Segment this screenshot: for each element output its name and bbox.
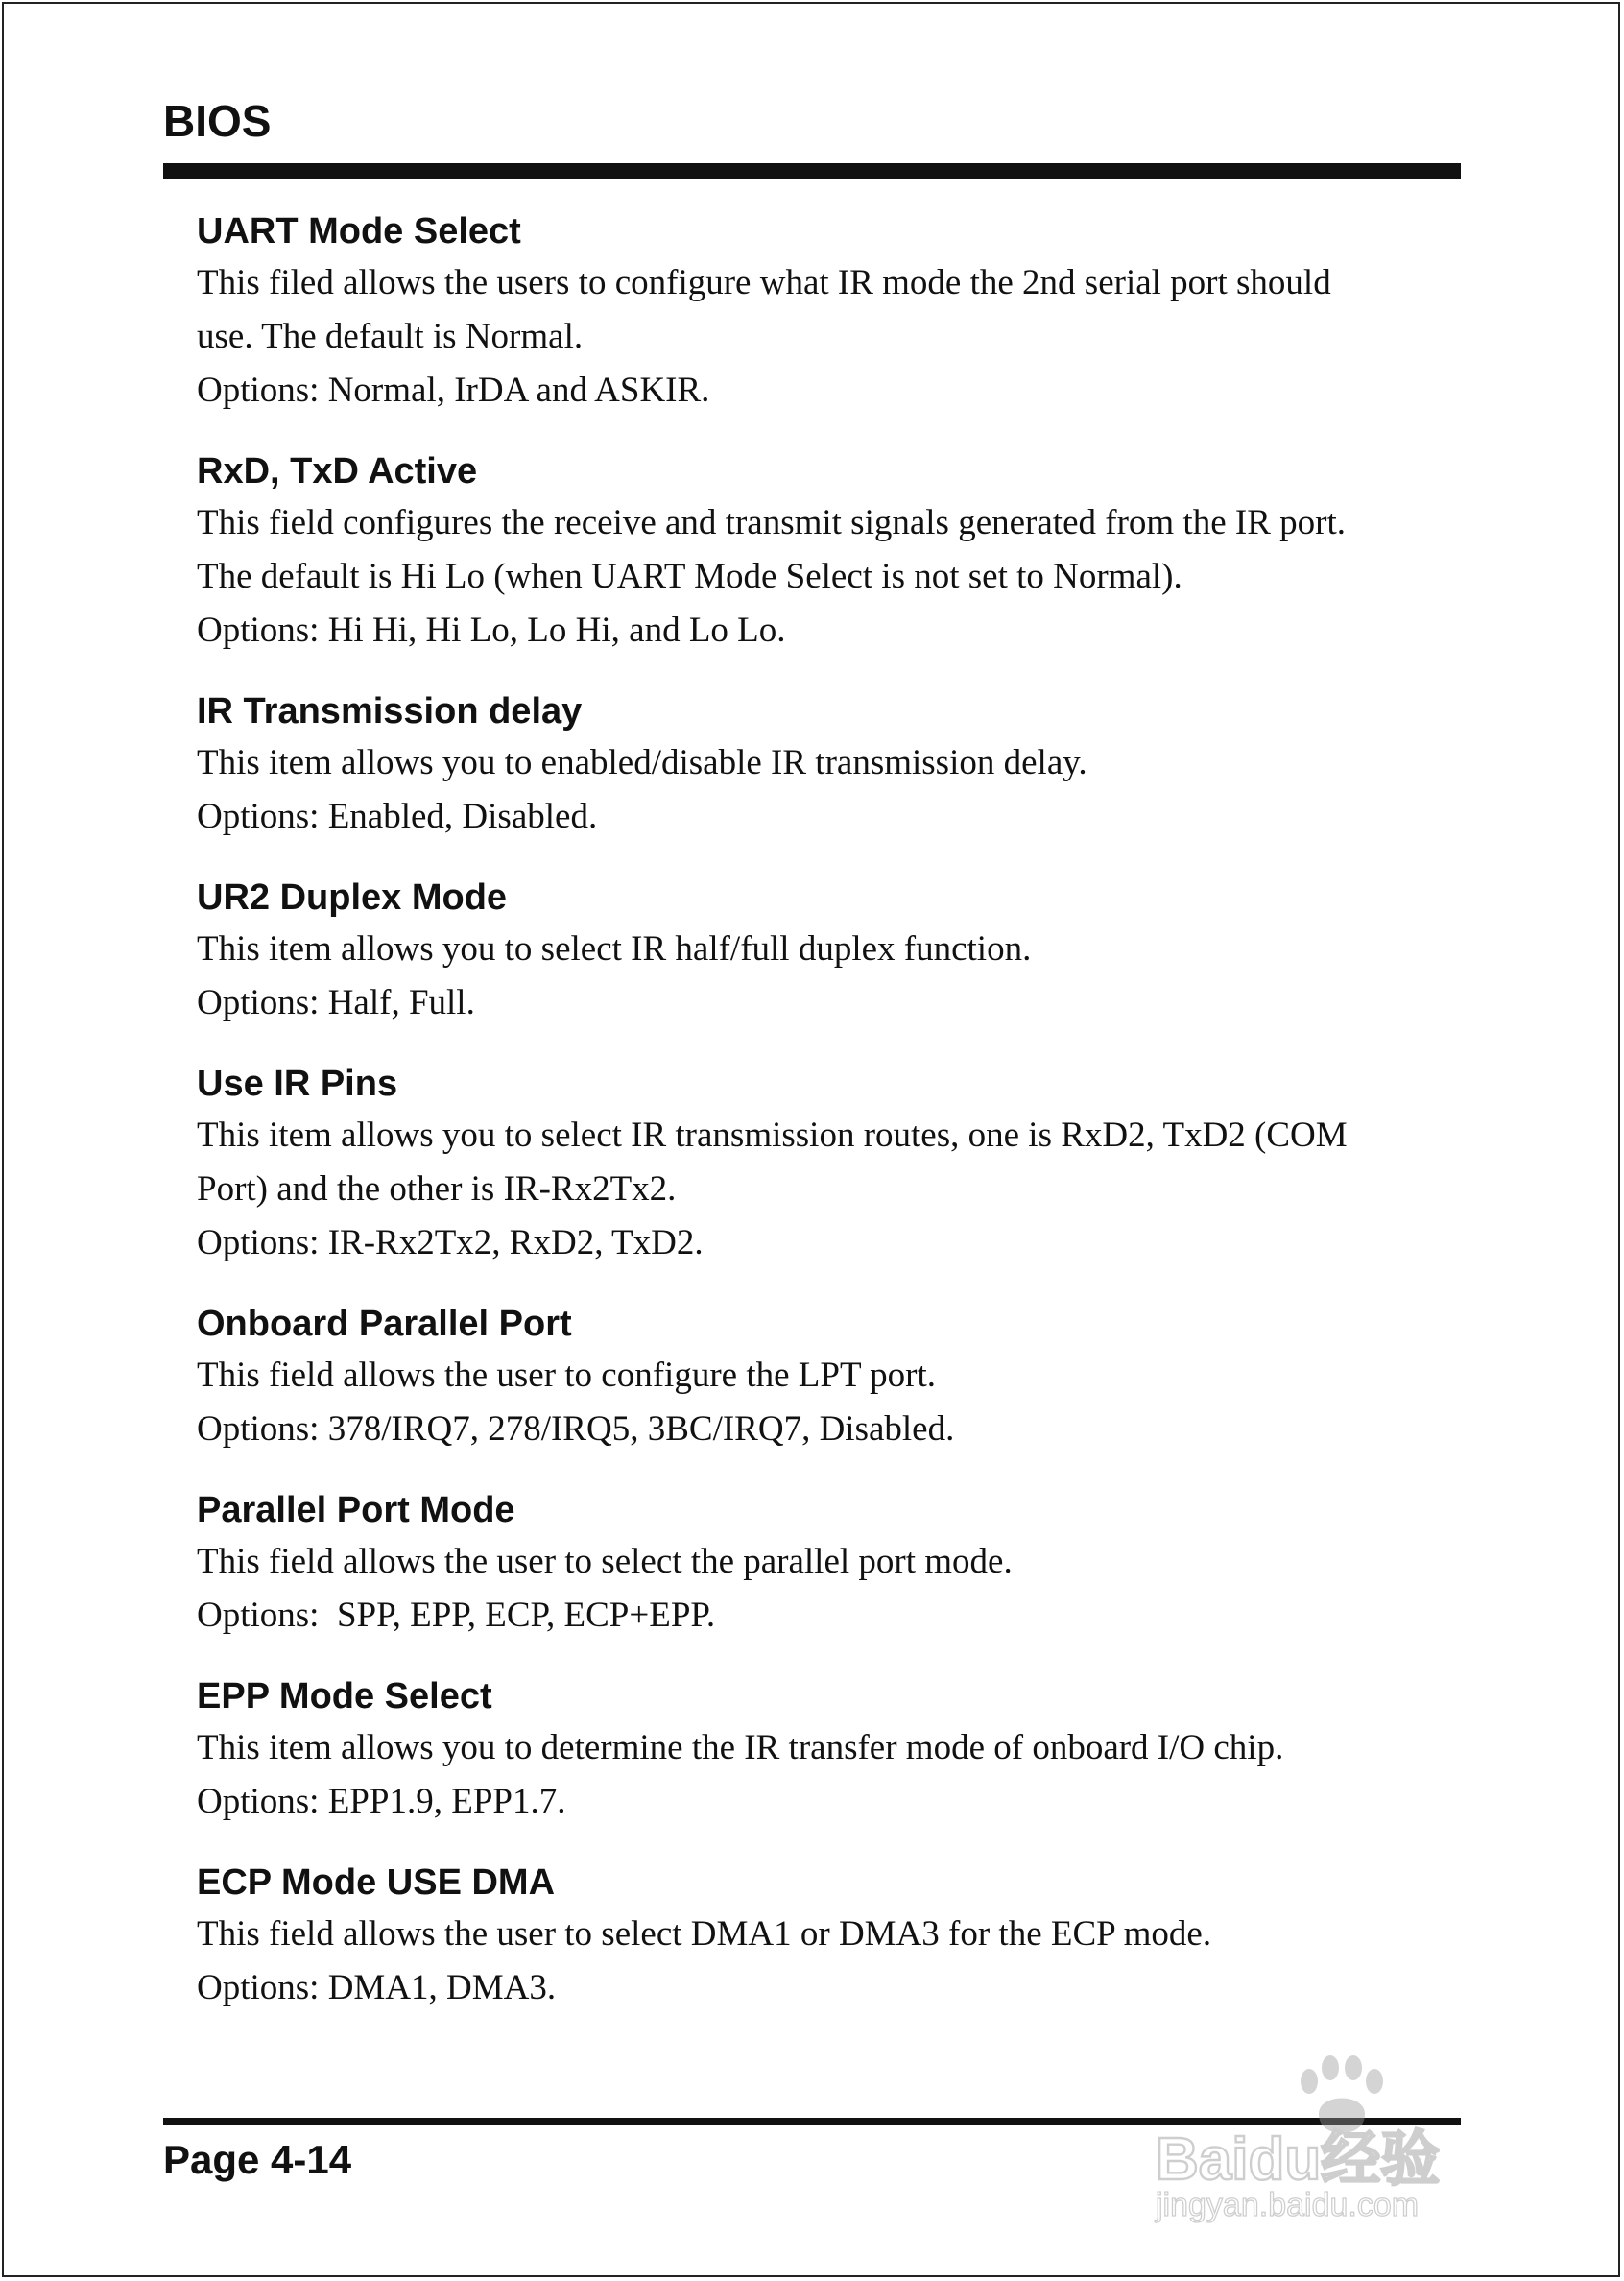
section-text xyxy=(197,256,1464,418)
section-line: This filed allows the users to configure what IR mode the 2nd serial port should xyxy=(197,263,1331,302)
section-use-ir-pins xyxy=(197,1059,1464,1270)
section-title: IR Transmission delay xyxy=(197,691,583,732)
section-line: The default is Hi Lo (when UART Mode Select is not set to Normal). xyxy=(197,557,1182,596)
section-title: Onboard Parallel Port xyxy=(197,1304,572,1344)
section-parallel-port-mode xyxy=(197,1485,1464,1643)
section-title: UART Mode Select xyxy=(197,211,521,252)
section-rxd-txd-active xyxy=(197,446,1464,658)
section-line: This field configures the receive and transmit signals generated from the IR port. xyxy=(197,503,1346,542)
watermark-logo-text: Baidu经验 xyxy=(1156,2126,1441,2193)
section-text xyxy=(197,736,1464,844)
page-number: Page 4-14 xyxy=(163,2137,352,2182)
section-epp-mode-select xyxy=(197,1671,1464,1829)
section-title: EPP Mode Select xyxy=(197,1676,492,1717)
section-options-line: Options: Enabled, Disabled. xyxy=(197,797,598,836)
page-header-title: BIOS xyxy=(163,96,272,146)
section-text xyxy=(197,1721,1464,1829)
section-title: RxD, TxD Active xyxy=(197,451,478,492)
footer-rule xyxy=(163,2118,1461,2125)
section-text xyxy=(197,923,1464,1030)
section-line: This item allows you to select IR half/full duplex function. xyxy=(197,929,1032,969)
section-line: use. The default is Normal. xyxy=(197,317,584,356)
section-line: This item allows you to enabled/disable IR transmission delay. xyxy=(197,743,1087,782)
section-options-line: Options: Hi Hi, Hi Lo, Lo Hi, and Lo Lo. xyxy=(197,611,786,650)
section-title: Use IR Pins xyxy=(197,1064,398,1104)
section-text xyxy=(197,1349,1464,1456)
section-uart-mode-select xyxy=(197,206,1464,418)
section-title: UR2 Duplex Mode xyxy=(197,877,508,918)
section-line: This field allows the user to select the parallel port mode. xyxy=(197,1542,1013,1581)
header-rule xyxy=(163,163,1461,179)
watermark-url-text: jingyan.baidu.com xyxy=(1156,2187,1420,2223)
section-ir-transmission-delay xyxy=(197,686,1464,844)
section-line: This item allows you to select IR transmission routes, one is RxD2, TxD2 (COM xyxy=(197,1116,1348,1155)
section-text xyxy=(197,1535,1464,1643)
document-content xyxy=(197,206,1464,2044)
section-line: This item allows you to determine the IR transfer mode of onboard I/O chip. xyxy=(197,1728,1284,1767)
section-onboard-parallel-port xyxy=(197,1299,1464,1456)
section-line: This field allows the user to configure the LPT port. xyxy=(197,1356,936,1395)
section-line: Port) and the other is IR-Rx2Tx2. xyxy=(197,1169,677,1209)
section-ur2-duplex-mode xyxy=(197,873,1464,1030)
section-text xyxy=(197,1908,1464,2015)
section-text xyxy=(197,496,1464,658)
section-title: ECP Mode USE DMA xyxy=(197,1862,556,1903)
section-options-line: Options: Normal, IrDA and ASKIR. xyxy=(197,371,710,410)
section-ecp-mode-use-dma xyxy=(197,1858,1464,2015)
section-title: Parallel Port Mode xyxy=(197,1490,515,1530)
section-options-line: Options: Half, Full. xyxy=(197,983,475,1022)
section-line: This field allows the user to select DMA1 or DMA3 for the ECP mode. xyxy=(197,1914,1212,1954)
section-options-line: Options: DMA1, DMA3. xyxy=(197,1968,557,2007)
section-options-line: Options: EPP1.9, EPP1.7. xyxy=(197,1782,566,1821)
section-options-line: Options: SPP, EPP, ECP, ECP+EPP. xyxy=(197,1596,716,1635)
section-options-line: Options: IR-Rx2Tx2, RxD2, TxD2. xyxy=(197,1223,704,1262)
section-options-line: Options: 378/IRQ7, 278/IRQ5, 3BC/IRQ7, Disabled. xyxy=(197,1409,955,1449)
section-text xyxy=(197,1109,1464,1270)
